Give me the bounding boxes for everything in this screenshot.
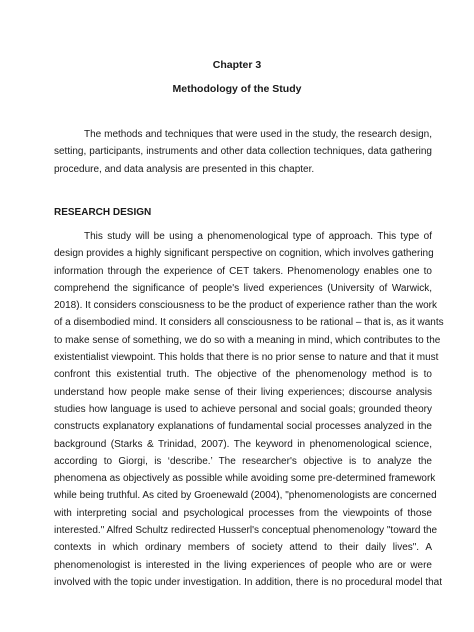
body-line: understand how people make sense of their living experiences; discourse analysis: [54, 386, 432, 398]
intro-line: procedure, and data analysis are presented in this chapter.: [54, 163, 315, 175]
intro-paragraph: [54, 126, 432, 178]
body-line: 2018). It considers consciousness to be the product of experience rather than the work: [54, 300, 437, 312]
body-line: phenomenologist is interested in the living experiences of people who are or were: [54, 559, 432, 571]
body-line: with interpreting social and psychological processes from the viewpoints of those: [54, 507, 432, 519]
body-line: of a disembodied mind. It considers all consciousness to be rational – that is, as it wants: [54, 317, 444, 329]
body-line: to make sense of something, we do so with a meaning in mind, which contributes to the: [54, 334, 441, 346]
section-heading: RESEARCH DESIGN: [54, 207, 152, 218]
intro-line: The methods and techniques that were used in the study, the research design,: [84, 129, 432, 140]
research-design-paragraph: [54, 228, 444, 591]
body-line: existentialist viewpoint. This holds that there is no prior sense to nature and that it must: [54, 352, 439, 364]
body-line: studies how language is used to achieve personal and social goals; grounded theory: [54, 403, 432, 415]
body-line: background (Starks & Trinidad, 2007). The keyword in phenomenological science,: [54, 438, 432, 450]
body-line: according to Giorgi, is ‘describe.’ The researcher's objective is to analyze the: [54, 455, 432, 467]
body-line: design provides a highly significant perspective on cognition, which involves gathering: [54, 248, 434, 260]
body-line: while being truthful. As cited by Groenewald (2004), "phenomenologists are concerned: [54, 490, 437, 502]
body-line: phenomena as objectively as possible while avoiding some pre-determined framework: [54, 473, 436, 485]
body-line: constructs explanatory explanations of fundamental social processes analyzed in the: [54, 421, 432, 433]
body-line: comprehend the significance of people's lived experiences (University of Warwick,: [54, 282, 432, 294]
chapter-title: Methodology of the Study: [172, 83, 302, 95]
body-line: confront this existential truth. The objective of the phenomenology method is to: [54, 369, 432, 381]
body-line: This study will be using a phenomenological type of approach. This type of: [84, 231, 432, 242]
body-line: interested." Alfred Schultz redirected Husserl's conceptual phenomenology "toward the: [54, 525, 438, 537]
body-line: involved with the topic under investigation. In addition, there is no procedural model that: [54, 576, 443, 588]
body-line: contexts in which ordinary members of society attend to their daily lives". A: [54, 542, 432, 554]
chapter-number: Chapter 3: [212, 59, 262, 71]
intro-line: setting, participants, instruments and other data collection techniques, data gathering: [54, 146, 432, 158]
body-line: information through the experience of CET takers. Phenomenology enables one to: [54, 265, 432, 277]
